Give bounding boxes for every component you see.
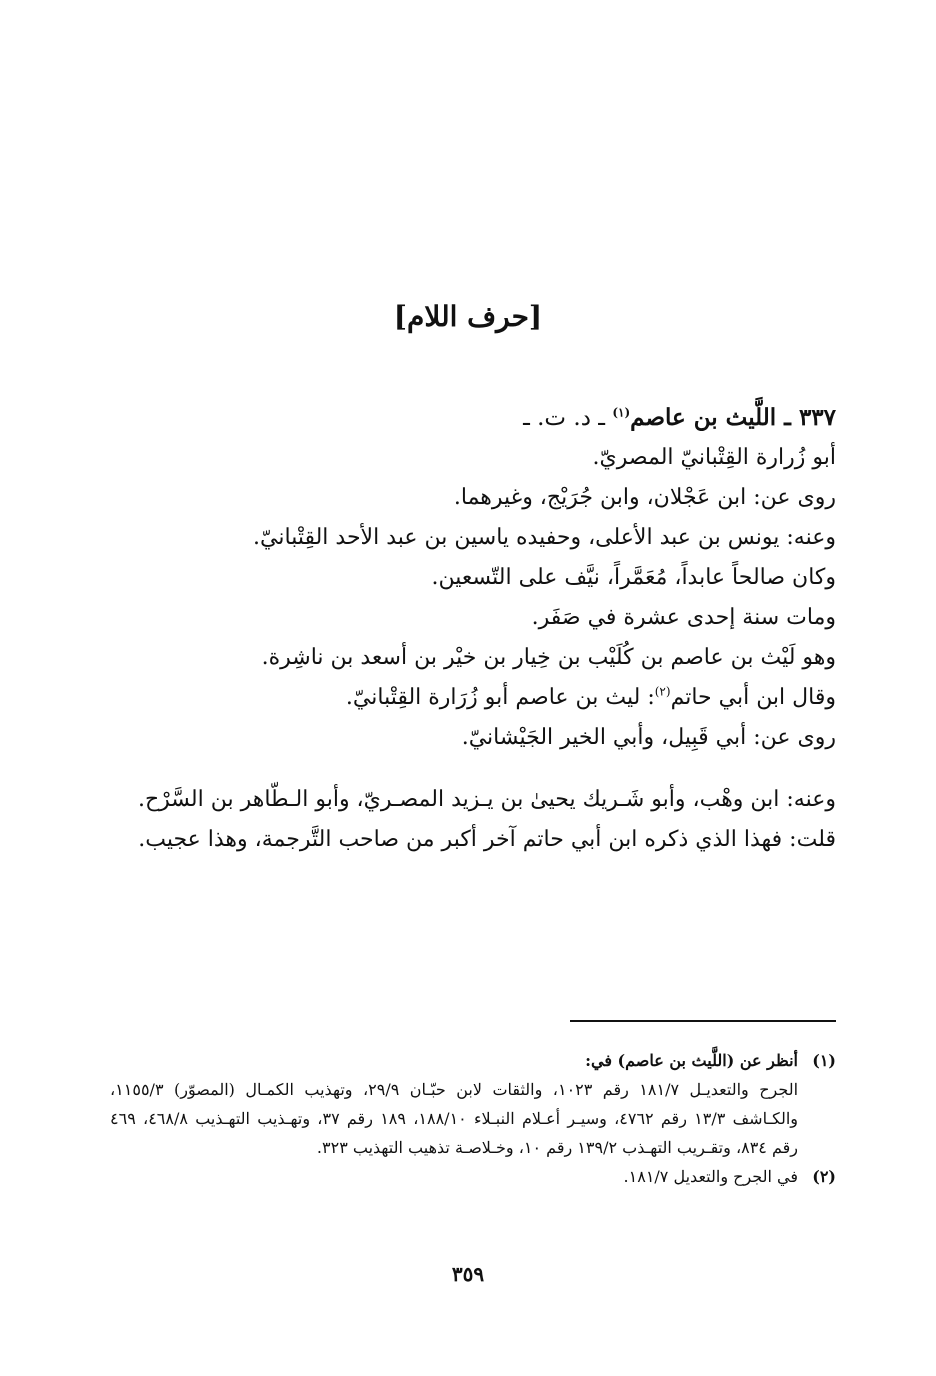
footnote-text: في الجرح والتعديل ١٨١/٧. (623, 1167, 798, 1186)
footnote-body (110, 1162, 798, 1191)
footnotes (110, 1046, 836, 1191)
paragraph: وعنه: ابن وهْب، وأبو شَـريك يحيىٰ بن يـزيد المصـريّ، وأبو الـطّاهر بن السَّرْح. (137, 787, 836, 812)
entry-body (110, 398, 836, 860)
text-line: أبو زُرارة القِتْبانيّ المصريّ. (592, 445, 836, 470)
abi-hatim-line (110, 678, 836, 718)
text-line: وهو لَيْث بن عاصم بن كُلَيْب بن خِيار بن خيْر بن أسعد بن ناشِرة. (261, 645, 836, 670)
page-number: ٣٥٩ (451, 1262, 485, 1286)
text-line: روى عن: أبي قَبِيل، وأبي الخير الجَيْشانيّ. (461, 725, 836, 750)
footnote-number: (٢) (812, 1167, 836, 1186)
footnote-ref-1: (١) (612, 405, 631, 420)
abi-hatim-before: وقال ابن أبي حاتم (670, 685, 836, 710)
footnote-ref-2: (٢) (654, 684, 671, 699)
footnote-2 (110, 1162, 836, 1191)
footnote-body (110, 1046, 798, 1162)
section-title: [حرف اللام] (393, 300, 543, 333)
text-line: روى عن: ابن عَجْلان، وابن جُرَيْج، وغيرهما. (453, 485, 836, 510)
abi-hatim-after: : ليث بن عاصم أبو زُرَارة القِتْبانيّ. (345, 685, 655, 710)
paragraph: قلت: فهذا الذي ذكره ابن أبي حاتم آخر أكبر من صاحب التَّرجمة، وهذا عجيب. (138, 827, 836, 852)
entry-codes: ـ د. ت. ـ (523, 405, 613, 431)
text-line: وكان صالحاً عابداً، مُعَمَّراً، نيَّف على التّسعين. (431, 565, 836, 590)
text-line: ومات سنة إحدى عشرة في صَفَر. (531, 605, 836, 630)
entry-heading (110, 398, 836, 438)
footnote-intro: أنظر عن (اللَّيث بن عاصم) في: (585, 1051, 798, 1070)
paragraph-gap (110, 758, 836, 780)
footnote-text: الجرح والتعديـل ١٨١/٧ رقم ١٠٢٣، والثقات لابن حبّـان ٢٩/٩، وتهذيب الكمـال (المصوّر) ١١٥٥/٣، والكـاشف ١٣/٣ رقم ٤٧٦٢، وسيـر أعـلام النبـلاء ١٨٨/١٠، ١٨٩ رقم ٣٧، وتهـذيب التهـذيب ٤٦٨/٨، ٤٦٩ رقم ٨٣٤، وتقـريب التهـذب ١٣٩/٢ رقم ١٠، وخـلاصـة تذهيب التهذيب ٣٢٣. (110, 1080, 799, 1157)
footnote-1 (110, 1046, 836, 1162)
footnote-divider (570, 1020, 836, 1022)
footnote-number: (١) (812, 1051, 836, 1070)
text-line: وعنه: يونس بن عبد الأعلى، وحفيده ياسين بن عبد الأحد القِتْبانيّ. (253, 525, 836, 550)
entry-heading-name: ٣٣٧ ـ اللَّيث بن عاصم (630, 404, 836, 431)
